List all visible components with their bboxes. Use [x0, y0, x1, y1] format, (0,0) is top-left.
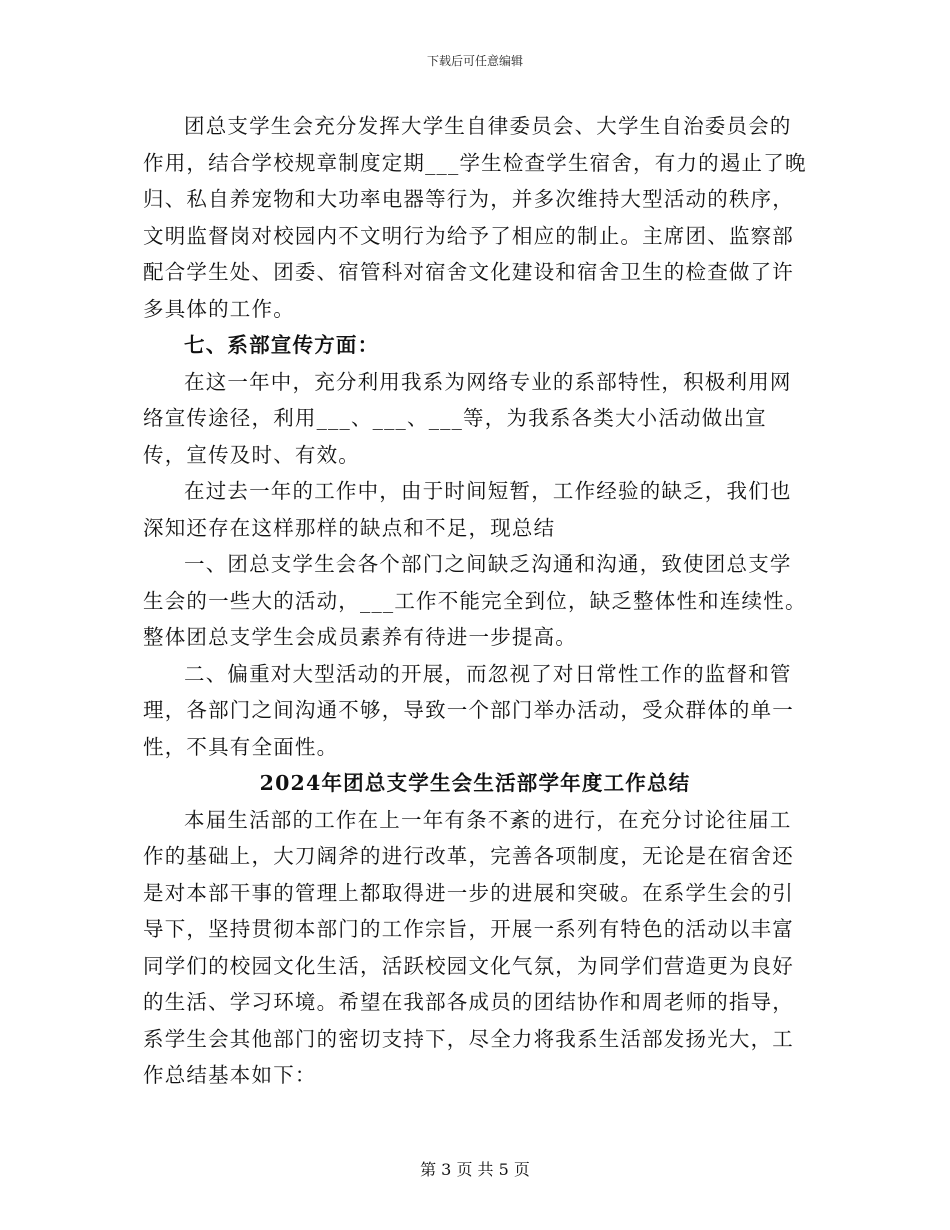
paragraph-self-discipline: 团总支学生会充分发挥大学生自律委员会、大学生自治委员会的作用，结合学校规章制度定期___学生检查学生宿舍，有力的遏止了晚归、私自养宠物和大功率电器等行为，并多次维持大型活动的秩序，文明监督岗对校园内不文明行为给予了相应的制止。主席团、监察部配合学生处、团委、宿管科对宿舍文化建设和宿舍卫生的检查做了许多具体的工作。 [143, 114, 807, 321]
paragraph-shortcomings-intro: 在过去一年的工作中，由于时间短暂，工作经验的缺乏，我们也深知还存在这样那样的缺点和不足，现总结 [143, 479, 792, 540]
paragraph-life-dept-intro: 本届生活部的工作在上一年有条不紊的进行，在充分讨论往届工作的基础上，大刀阔斧的进行改革，完善各项制度，无论是在宿舍还是对本部干事的管理上都取得进一步的进展和突破。在系学生会的引导下，坚持贯彻本部门的工作宗旨，开展一系列有特色的活动以丰富同学们的校园文化生活，活跃校园文化气氛，为同学们营造更为良好的生活、学习环境。希望在我部各成员的团结协作和周老师的指导，系学生会其他部门的密切支持下，尽全力将我系生活部发扬光大，工作总结基本如下： [143, 807, 794, 1087]
page-number: 第 3 页 共 5 页 [420, 1160, 530, 1179]
paragraph-publicity: 在这一年中，充分利用我系为网络专业的系部特性，积极利用网络宣传途径，利用___、___、___等，为我系各类大小活动做出宣传，宣传及时、有效。 [143, 369, 792, 467]
section-heading-publicity: 七、系部宣传方面： [184, 333, 380, 357]
header-note: 下载后可任意编辑 [426, 54, 523, 68]
paragraph-shortcoming-2: 二、偏重对大型活动的开展，而忽视了对日常性工作的监督和管理，各部门之间沟通不够，导致一个部门举办活动，受众群体的单一性，不具有全面性。 [143, 661, 794, 759]
paragraph-shortcoming-1: 一、团总支学生会各个部门之间缺乏沟通和沟通，致使团总支学生会的一些大的活动，___工作不能完全到位，缺乏整体性和连续性。整体团总支学生会成员素养有待进一步提高。 [143, 552, 807, 649]
document-body [143, 108, 807, 1094]
document-title: 2024年团总支学生会生活部学年度工作总结 [259, 771, 691, 795]
